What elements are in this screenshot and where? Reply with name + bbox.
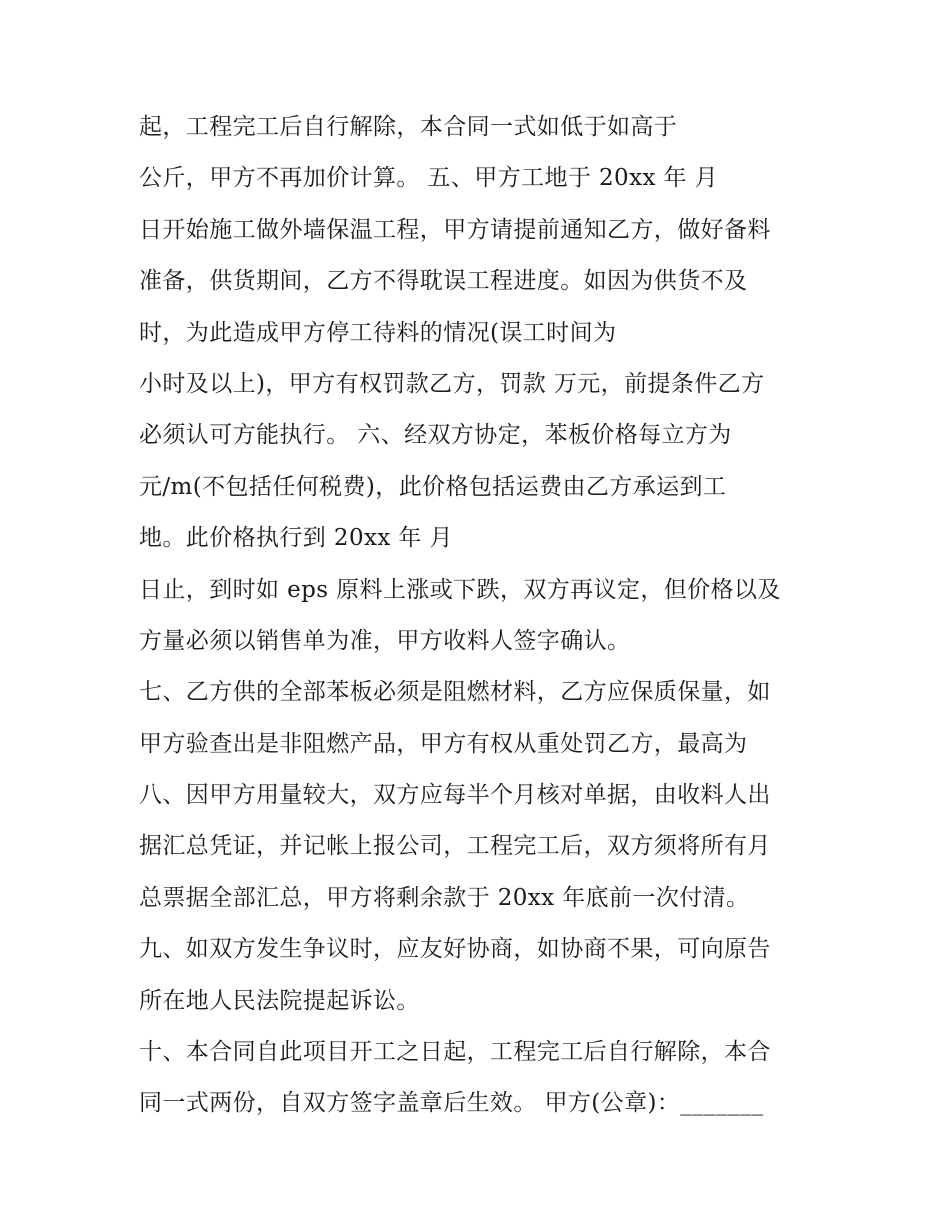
text-line: 据汇总凭证，并记帐上报公司，工程完工后，双方须将所有月 — [139, 833, 771, 860]
contract-text-body — [139, 107, 839, 1135]
text-line: 同一式两份，自双方签字盖章后生效。 甲方(公章)：_______ — [139, 1090, 764, 1117]
text-line: 日止，到时如 eps 原料上涨或下跌，双方再议定，但价格以及 — [139, 576, 781, 603]
text-line: 方量必须以销售单为准，甲方收料人签字确认。 — [139, 627, 631, 654]
text-line: 八、因甲方用量较大，双方应每半个月核对单据，由收料人出 — [139, 782, 771, 809]
text-line: 必须认可方能执行。 六、经双方协定，苯板价格每立方为 — [139, 422, 732, 449]
text-line: 所在地人民法院提起诉讼。 — [139, 987, 420, 1014]
text-line: 时，为此造成甲方停工待料的情况(误工时间为 — [139, 319, 617, 346]
text-line: 七、乙方供的全部苯板必须是阻燃材料，乙方应保质保量，如 — [139, 679, 771, 706]
text-line: 总票据全部汇总，甲方将剩余款于 20xx 年底前一次付清。 — [139, 884, 750, 911]
text-line: 小时及以上)，甲方有权罚款乙方，罚款 万元，前提条件乙方 — [139, 370, 765, 397]
text-line: 准备，供货期间，乙方不得耽误工程进度。如因为供货不及 — [139, 268, 748, 295]
text-line: 公斤，甲方不再加价计算。 五、甲方工地于 20xx 年 月 — [139, 165, 719, 192]
text-line: 十、本合同自此项目开工之日起，工程完工后自行解除，本合 — [139, 1039, 771, 1066]
text-line: 甲方验查出是非阻燃产品，甲方有权从重处罚乙方，最高为 — [139, 730, 748, 757]
text-line: 元/m(不包括任何税费)，此价格包括运费由乙方承运到工 — [139, 473, 727, 500]
text-line: 九、如双方发生争议时，应友好协商，如协商不果，可向原告 — [139, 936, 771, 963]
text-line: 地。此价格执行到 20xx 年 月 — [139, 525, 453, 552]
text-line: 日开始施工做外墙保温工程，甲方请提前通知乙方，做好备料 — [139, 216, 771, 243]
text-line: 起，工程完工后自行解除，本合同一式如低于如高于 — [139, 114, 678, 140]
